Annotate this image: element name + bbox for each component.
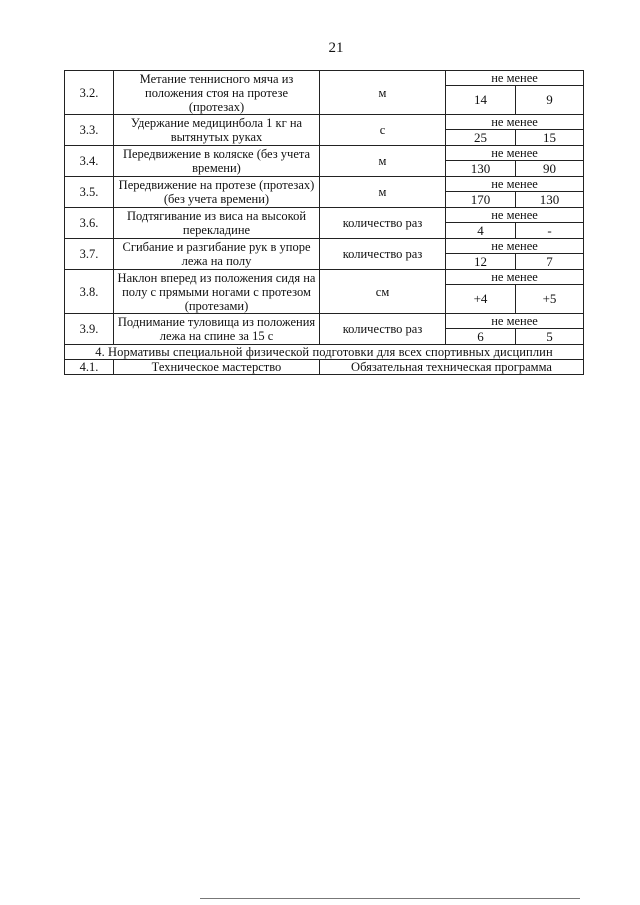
value-cell: 15: [516, 130, 584, 146]
row-number: 3.7.: [65, 239, 114, 270]
exercise-name: Передвижение на протезе (протезах) (без учета времени): [114, 177, 320, 208]
unit-cell: количество раз: [320, 208, 446, 239]
min-label: не менее: [446, 239, 584, 254]
exercise-name: Поднимание туловища из положения лежа на спине за 15 с: [114, 314, 320, 345]
exercise-name: Наклон вперед из положения сидя на полу с прямыми ногами с протезом (протезами): [114, 270, 320, 314]
page-number: 21: [328, 40, 344, 56]
table-row: [65, 115, 584, 130]
row-number: 3.4.: [65, 146, 114, 177]
table-row: [65, 270, 584, 285]
row-number: 3.6.: [65, 208, 114, 239]
value-cell: 12: [446, 254, 516, 270]
exercise-name: Подтягивание из виса на высокой перекладине: [114, 208, 320, 239]
row-number: 3.8.: [65, 270, 114, 314]
section-header-row: [65, 345, 584, 360]
table-row: [65, 208, 584, 223]
table-row: [65, 146, 584, 161]
table-row: [65, 177, 584, 192]
unit-cell: количество раз: [320, 314, 446, 345]
value-cell: 14: [446, 86, 516, 115]
value-cell: 5: [516, 329, 584, 345]
exercise-name: Удержание медицинбола 1 кг на вытянутых руках: [114, 115, 320, 146]
min-label: не менее: [446, 115, 584, 130]
exercise-name: Техническое мастерство: [114, 360, 320, 375]
row-number: 4.1.: [65, 360, 114, 375]
value-cell: 4: [446, 223, 516, 239]
exercise-name: Передвижение в коляске (без учета времени): [114, 146, 320, 177]
row-number: 3.3.: [65, 115, 114, 146]
exercise-name: Метание теннисного мяча из положения стоя на протезе (протезах): [114, 71, 320, 115]
value-cell: 170: [446, 192, 516, 208]
value-cell: +5: [516, 285, 584, 314]
min-label: не менее: [446, 146, 584, 161]
row-number: 3.5.: [65, 177, 114, 208]
table-row: [65, 360, 584, 375]
table-row: [65, 239, 584, 254]
row-number: 3.2.: [65, 71, 114, 115]
row-number: 3.9.: [65, 314, 114, 345]
unit-cell: м: [320, 177, 446, 208]
unit-cell: м: [320, 71, 446, 115]
min-label: не менее: [446, 314, 584, 329]
norms-table: [64, 70, 584, 375]
value-cell: 9: [516, 86, 584, 115]
unit-cell: с: [320, 115, 446, 146]
min-label: не менее: [446, 208, 584, 223]
value-cell: 7: [516, 254, 584, 270]
value-cell: 90: [516, 161, 584, 177]
section-title: 4. Нормативы специальной физической подготовки для всех спортивных дисциплин: [65, 345, 584, 360]
value-cell: 25: [446, 130, 516, 146]
value-cell: +4: [446, 285, 516, 314]
page-bottom-rule: [200, 898, 580, 899]
unit-cell: количество раз: [320, 239, 446, 270]
value-cell: 6: [446, 329, 516, 345]
exercise-name: Сгибание и разгибание рук в упоре лежа на полу: [114, 239, 320, 270]
unit-cell: см: [320, 270, 446, 314]
value-cell: 130: [516, 192, 584, 208]
table-row: [65, 314, 584, 329]
table-row: [65, 71, 584, 86]
min-label: не менее: [446, 270, 584, 285]
unit-cell: м: [320, 146, 446, 177]
program-cell: Обязательная техническая программа: [320, 360, 584, 375]
min-label: не менее: [446, 177, 584, 192]
min-label: не менее: [446, 71, 584, 86]
value-cell: 130: [446, 161, 516, 177]
value-cell: -: [516, 223, 584, 239]
